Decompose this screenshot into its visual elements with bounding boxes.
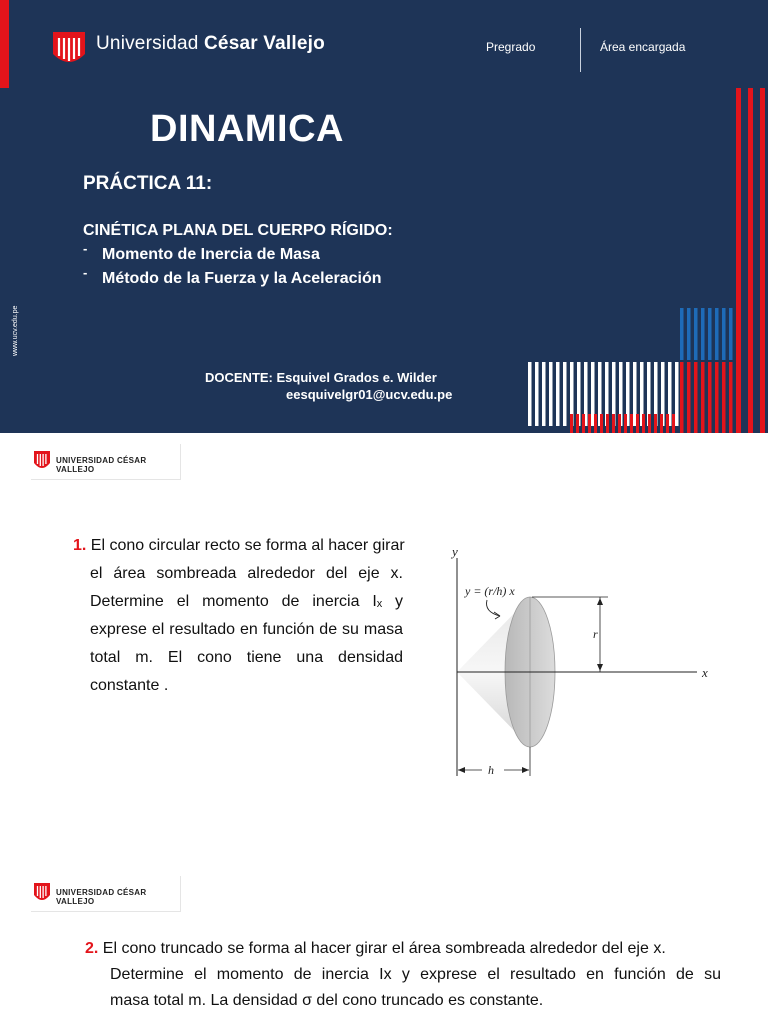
stripe-bar — [633, 362, 637, 426]
stripe-bar — [630, 414, 633, 433]
stripe-bar — [640, 362, 644, 426]
problem-text: El cono circular recto se forma al hacer girar — [86, 537, 405, 554]
stripe-bar — [661, 362, 665, 426]
stripe-bar — [647, 362, 651, 426]
ucv-logo-text: UNIVERSIDAD CÉSAR VALLEJO — [56, 888, 147, 906]
problem-text: El cono truncado se forma al hacer girar el área sombreada alrededor del eje x. — [98, 940, 666, 957]
bullet-text: Método de la Fuerza y la Aceleración — [102, 270, 382, 287]
stripe-bar — [626, 362, 630, 426]
stripe-bar — [624, 414, 627, 433]
y-axis-label: y — [452, 544, 458, 559]
stripe-bar — [680, 308, 684, 360]
instructor-email[interactable]: eesquivelgr01@ucv.edu.pe — [286, 387, 453, 402]
university-brand — [96, 33, 325, 55]
stripe-bar — [636, 414, 639, 433]
stripe-bar — [722, 308, 726, 360]
stripe-bar — [535, 362, 539, 426]
stripe-bar — [549, 362, 553, 426]
stripe-bar — [675, 362, 679, 426]
stripe-bar — [582, 414, 585, 433]
stripe-bar — [701, 362, 705, 433]
stripe-bar — [760, 88, 765, 433]
stripe-bar — [542, 362, 546, 426]
problem-line: total m. El cono tiene una densidad — [90, 649, 403, 666]
practice-number: PRÁCTICA 11: — [83, 173, 213, 194]
stripe-bar — [591, 362, 595, 426]
course-title: DINAMICA — [150, 108, 344, 150]
problem-1-statement — [73, 532, 403, 700]
bullet-text: Momento de Inercia de Masa — [102, 246, 320, 263]
stripe-bar — [570, 414, 573, 433]
ucv-logo-icon — [33, 450, 51, 472]
stripe-bar — [612, 414, 615, 433]
bullet-marker: - — [83, 265, 88, 280]
nav-pregrado[interactable]: Pregrado — [486, 40, 536, 54]
stripe-bar — [619, 362, 623, 426]
stripe-bar — [722, 362, 726, 433]
problem-line: exprese el resultado en función de su masa — [90, 621, 403, 638]
ucv-slide-logo — [31, 876, 181, 912]
curve-equation-label: y = (r/h) x — [465, 584, 515, 598]
nav-area-encargada[interactable]: Área encargada — [600, 40, 686, 54]
stripe-bar — [642, 414, 645, 433]
stripe-bar — [598, 362, 602, 426]
problem-line: Determine el momento de inercia Ix y exprese el resultado en función de su — [110, 966, 721, 983]
problem-line: masa total m. La densidad σ del cono truncado es constante. — [110, 992, 544, 1009]
stripe-bar — [736, 88, 741, 433]
problem-line — [85, 936, 721, 962]
problem-2-statement — [85, 936, 721, 1014]
stripe-bar — [680, 362, 684, 433]
instructor-name: DOCENTE: Esquivel Grados e. Wilder — [205, 370, 437, 385]
problem-number: 2. — [85, 940, 99, 957]
brand-regular: Universidad — [96, 33, 205, 54]
bullet-marker: - — [83, 241, 88, 256]
x-axis-label: x — [702, 665, 708, 680]
ucv-logo-icon — [52, 30, 86, 68]
stripe-bar — [748, 88, 753, 433]
stripe-bar — [594, 414, 597, 433]
stripe-bar — [668, 362, 672, 426]
problem-line — [73, 532, 403, 560]
curve-leader-arrow — [487, 600, 500, 616]
brand-bold: César Vallejo — [204, 33, 325, 54]
stripe-bar — [729, 362, 733, 433]
stripe-bar — [715, 362, 719, 433]
stripe-bar — [708, 308, 712, 360]
problem-line: el área sombreada alrededor del eje x. — [90, 565, 403, 582]
stripe-bar — [584, 362, 588, 426]
stripe-bar — [666, 414, 669, 433]
stripe-bar — [654, 362, 658, 426]
stripe-bar — [576, 414, 579, 433]
stripe-bar — [563, 362, 567, 426]
stripe-bar — [729, 308, 733, 360]
stripe-bar — [660, 414, 663, 433]
problem-number: 1. — [73, 537, 87, 554]
stripe-bar — [715, 308, 719, 360]
website-label — [12, 290, 26, 362]
stripe-bar — [612, 362, 616, 426]
ucv-logo-text: UNIVERSIDAD CÉSAR VALLEJO — [56, 456, 147, 474]
ucv-logo-icon — [33, 882, 51, 904]
cover-slide — [0, 0, 768, 433]
stripe-bar — [687, 362, 691, 433]
problem-line: Determine el momento de inercia Iₓ y — [90, 593, 403, 610]
stripe-bar — [605, 362, 609, 426]
stripe-bar — [701, 308, 705, 360]
stripe-bar — [606, 414, 609, 433]
radius-label: r — [593, 627, 598, 641]
cone-figure — [432, 540, 722, 780]
topic-heading: CINÉTICA PLANA DEL CUERPO RÍGIDO: — [83, 222, 393, 239]
red-edge-bar — [0, 0, 9, 88]
problem-line: constante . — [90, 677, 169, 694]
stripe-bar — [588, 414, 591, 433]
stripe-bar — [648, 414, 651, 433]
stripe-bar — [577, 362, 581, 426]
stripe-bar — [570, 362, 574, 426]
stripe-bar — [672, 414, 675, 433]
height-label: h — [488, 763, 494, 777]
ucv-slide-logo — [31, 444, 181, 480]
stripe-bar — [694, 362, 698, 433]
website-text: www.ucv.edu.pe — [12, 305, 19, 356]
stripe-bar — [694, 308, 698, 360]
stripe-bar — [556, 362, 560, 426]
stripe-bar — [528, 362, 532, 426]
decorative-stripes — [0, 0, 768, 433]
nav-divider — [580, 28, 581, 72]
stripe-bar — [654, 414, 657, 433]
stripe-bar — [600, 414, 603, 433]
stripe-bar — [708, 362, 712, 433]
stripe-bar — [618, 414, 621, 433]
stripe-bar — [687, 308, 691, 360]
